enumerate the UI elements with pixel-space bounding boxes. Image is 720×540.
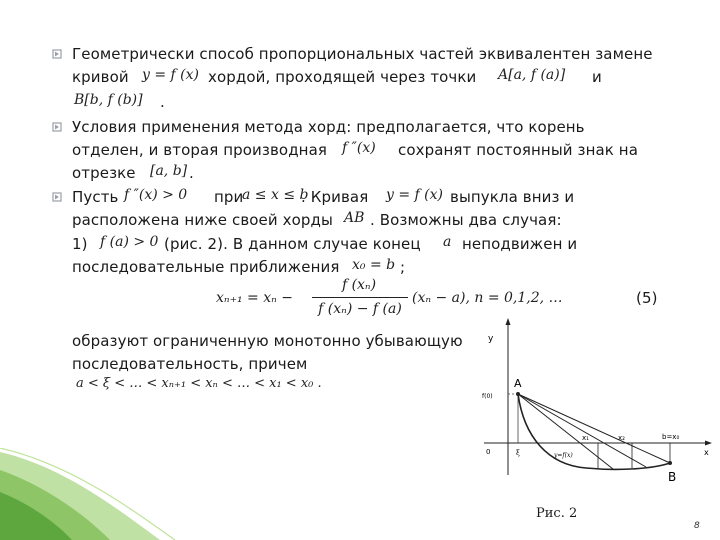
p1-line2-c: и [592, 68, 602, 86]
p4-line1: образуют ограниченную монотонно убывающую [72, 332, 463, 350]
chord-ab [518, 394, 670, 463]
p3-line2: расположена ниже своей хорды [72, 211, 333, 229]
label-x: x [704, 448, 709, 457]
formula-rhs: (xₙ − a), n = 0,1,2, … [412, 290, 563, 306]
p3-line4-b: ; [400, 258, 406, 276]
p3-line4: последовательные приближения [72, 258, 340, 276]
math-curve-2: y = f (x) [386, 187, 443, 203]
curve-f [518, 394, 670, 469]
p3-line2-b: . Возможны два случая: [370, 211, 562, 229]
label-curve: y=f(x) [554, 452, 573, 459]
p3-line3-a: 1) [72, 235, 88, 253]
formula-number: (5) [636, 289, 658, 307]
x-axis-arrow [705, 441, 712, 446]
p2-line3-b: . [189, 164, 194, 182]
p2-line1: Условия применения метода хорд: предполагается, что корень [72, 118, 585, 136]
label-x1: x₁ [582, 434, 589, 442]
math-interval: a ≤ x ≤ b [242, 187, 309, 203]
chord-2 [518, 394, 646, 467]
y-axis-arrow [506, 318, 511, 325]
label-b-point: B [668, 470, 677, 484]
math-condition-f2: f ″(x) > 0 [124, 187, 188, 203]
label-y: y [488, 334, 494, 344]
p3-line3-c: неподвижен и [462, 235, 578, 253]
figure-caption: Рис. 2 [536, 506, 578, 521]
math-point-b: B[b, f (b)] [74, 92, 143, 108]
p1-line2-b: хордой, проходящей через точки [208, 68, 477, 86]
bullet-icon [52, 192, 62, 202]
math-interval-ab: [a, b] [150, 163, 188, 179]
figure-chord-method [478, 315, 718, 530]
p2-line2-b: сохранят постоянный знак на [398, 141, 638, 159]
p1-line2-a: кривой [72, 68, 129, 86]
p3-line1-d: выпукла вниз и [450, 188, 575, 206]
formula-numerator: f (xₙ) [341, 277, 377, 293]
math-a: a [443, 234, 452, 250]
p1-dot: . [160, 93, 165, 111]
math-second-derivative: f ″(x) [342, 140, 376, 156]
label-x2: x₂ [618, 434, 625, 442]
label-f0: f(0) [482, 393, 493, 400]
p2-line2-a: отделен, и вторая производная [72, 141, 327, 159]
math-point-a: A[a, f (a)] [498, 67, 566, 83]
math-x0: x₀ = b [352, 257, 396, 273]
formula-denominator: f (xₙ) − f (a) [318, 301, 402, 317]
label-origin: 0 [486, 448, 491, 456]
label-b-x0: b=x₀ [662, 433, 680, 441]
label-xi: ξ [516, 449, 520, 457]
p3-line1-a: Пусть [72, 188, 119, 206]
math-curve: y = f (x) [142, 67, 199, 83]
p3-line1-c: . Кривая [301, 188, 369, 206]
point-b [668, 461, 672, 465]
math-fa-positive: f (a) > 0 [100, 234, 159, 250]
p3-line3-b: (рис. 2). В данном случае конец [164, 235, 421, 253]
label-a-point: A [514, 377, 522, 390]
fraction-bar [312, 297, 408, 298]
p3-line1-b: при [214, 188, 244, 206]
math-inequality-chain: a < ξ < … < xₙ₊₁ < xₙ < … < x₁ < x₀ . [76, 376, 322, 391]
math-chord-ab: AB [344, 210, 365, 226]
page-number: 8 [694, 521, 700, 531]
point-a [516, 392, 520, 396]
bullet-icon [52, 49, 62, 59]
p2-line3-a: отрезке [72, 164, 136, 182]
bullet-icon [52, 122, 62, 132]
formula-lhs: xₙ₊₁ = xₙ − [216, 290, 293, 306]
p1-line1: Геометрически способ пропорциональных частей эквивалентен замене [72, 45, 653, 63]
p4-line2: последовательность, причем [72, 355, 308, 373]
